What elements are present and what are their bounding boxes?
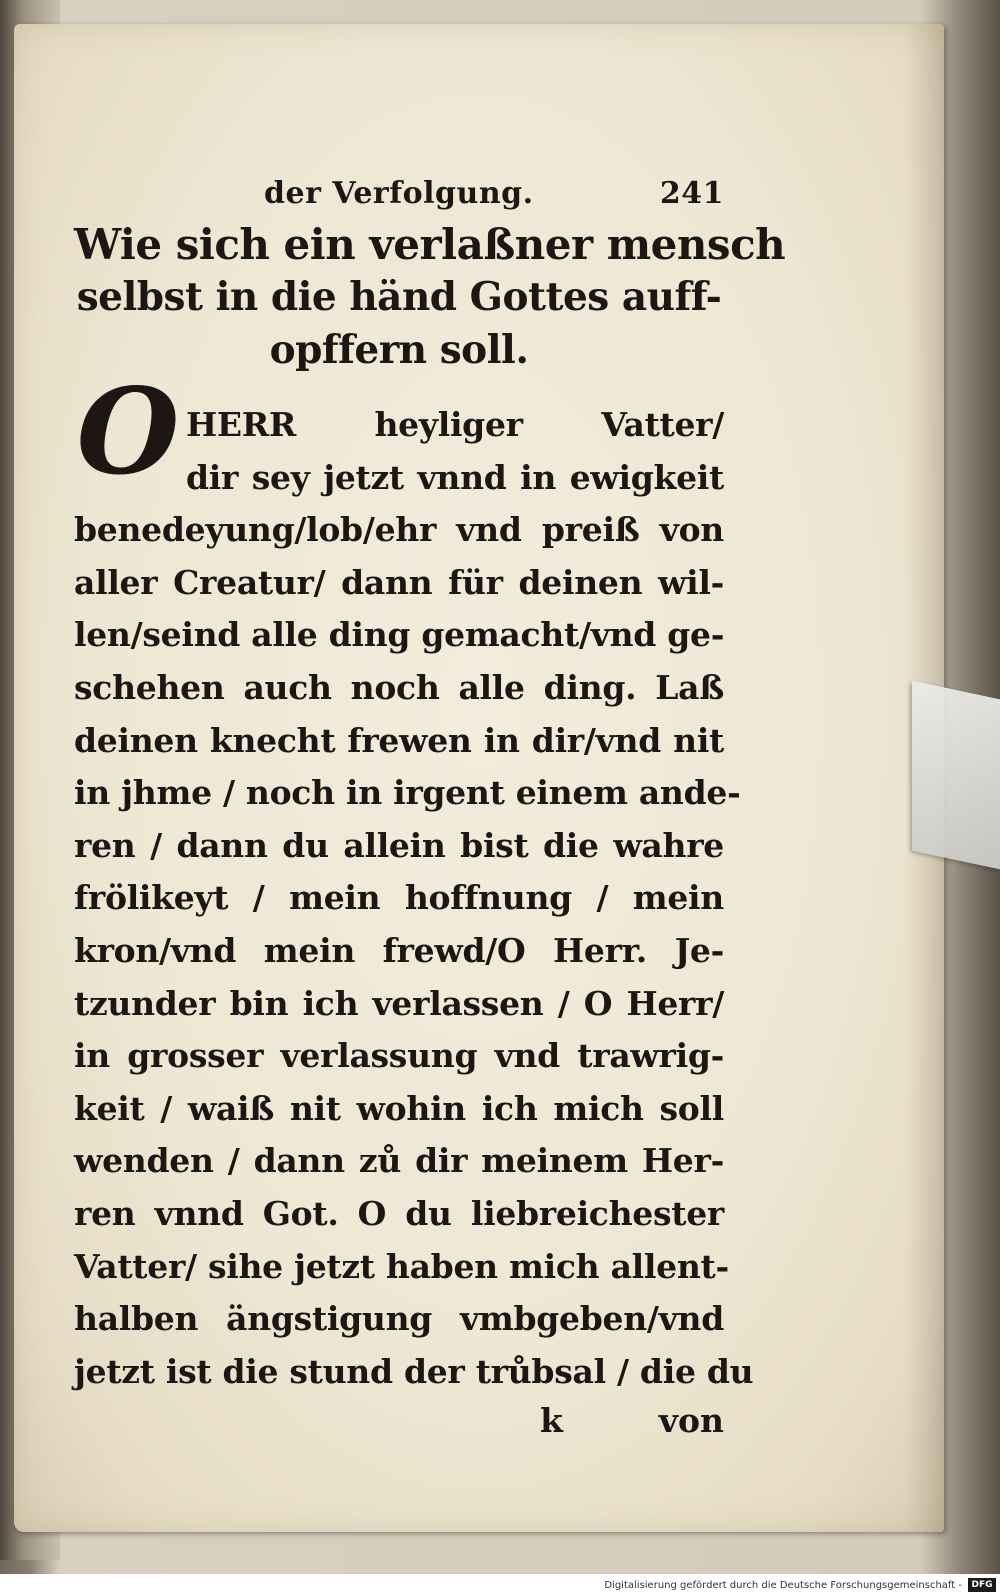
body-line: HERR heyliger Vatter/ — [186, 405, 724, 444]
body-line: in jhme / noch in irgent einem ande- — [74, 773, 741, 813]
page-tab-marker — [912, 681, 1000, 870]
decorated-initial: O — [76, 362, 180, 501]
body-line: ren / dann du allein bist die wahre — [74, 825, 724, 865]
body-line: deinen knecht frewen in dir/vnd nit — [74, 720, 724, 760]
running-head — [74, 174, 724, 214]
body-line: halben ängstigung vmbgeben/vnd — [74, 1299, 724, 1339]
body-text — [74, 399, 754, 1398]
chapter-title-line: Wie sich ein verlaßner mensch — [74, 220, 786, 269]
dfg-logo-icon: DFG — [968, 1578, 996, 1592]
body-line: frölikeyt / mein hoffnung / mein — [74, 878, 724, 918]
page-number: 241 — [659, 176, 724, 211]
book-page — [14, 24, 944, 1532]
catchword-line — [74, 1398, 724, 1444]
body-line: wenden / dann zů dir meinem Her- — [74, 1141, 724, 1181]
body-line: aller Creatur/ dann für deinen wil- — [74, 562, 724, 602]
body-line: keit / waiß nit wohin ich mich soll — [74, 1088, 724, 1128]
body-line: in grosser verlassung vnd trawrig- — [74, 1036, 724, 1076]
body-line: jetzt ist die stund der trůbsal / die du — [74, 1351, 754, 1391]
footer-credit: Digitalisierung gefördert durch die Deutsche Forschungsgemeinschaft - — [604, 1579, 962, 1591]
body-line: kron/vnd mein frewd/O Herr. Je- — [74, 930, 724, 970]
body-line: benedeyung/lob/ehr vnd preiß von — [74, 510, 724, 550]
footer-bar — [0, 1574, 1000, 1596]
body-line: ren vnnd Got. O du liebreichester — [74, 1193, 724, 1233]
chapter-title — [74, 218, 786, 377]
chapter-title-line: selbst in die händ Gottes auff- — [76, 274, 722, 320]
signature-mark: k — [539, 1401, 563, 1441]
body-line: tzunder bin ich verlassen / O Herr/ — [74, 983, 724, 1023]
chapter-title-line: opffern soll. — [269, 327, 529, 373]
body-line: len/seind alle ding gemacht/vnd ge- — [74, 615, 725, 655]
catchword: von — [658, 1401, 724, 1441]
body-line: dir sey jetzt vnnd in ewigkeit — [186, 457, 724, 497]
running-head-title: der Verfolgung. — [264, 176, 534, 211]
body-line: schehen auch noch alle ding. Laß — [74, 667, 724, 707]
text-block — [74, 174, 786, 1444]
body-line: Vatter/ sihe jetzt haben mich allent- — [74, 1246, 729, 1286]
